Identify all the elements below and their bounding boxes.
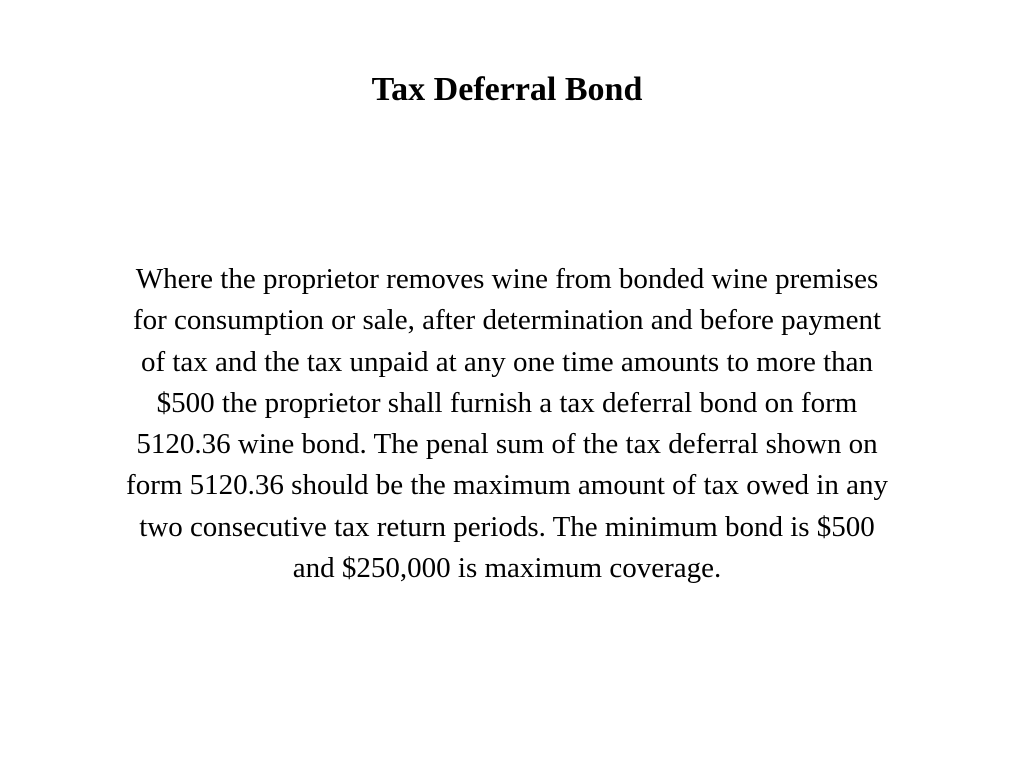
- body-line: for consumption or sale, after determination and before payment: [132, 304, 882, 337]
- slide-title: Tax Deferral Bond: [371, 71, 643, 108]
- body-line: and $250,000 is maximum coverage.: [292, 552, 722, 585]
- body-line: Where the proprietor removes wine from bonded wine premises: [135, 263, 879, 295]
- slide-body-text: [52, 259, 962, 589]
- body-line: 5120.36 wine bond. The penal sum of the tax deferral shown on: [136, 428, 878, 461]
- body-line: of tax and the tax unpaid at any one time amounts to more than: [140, 345, 874, 378]
- body-line: form 5120.36 should be the maximum amount of tax owed in any: [126, 469, 888, 502]
- body-line: two consecutive tax return periods. The minimum bond is $500: [139, 510, 875, 543]
- body-line: $500 the proprietor shall furnish a tax deferral bond on form: [156, 386, 858, 419]
